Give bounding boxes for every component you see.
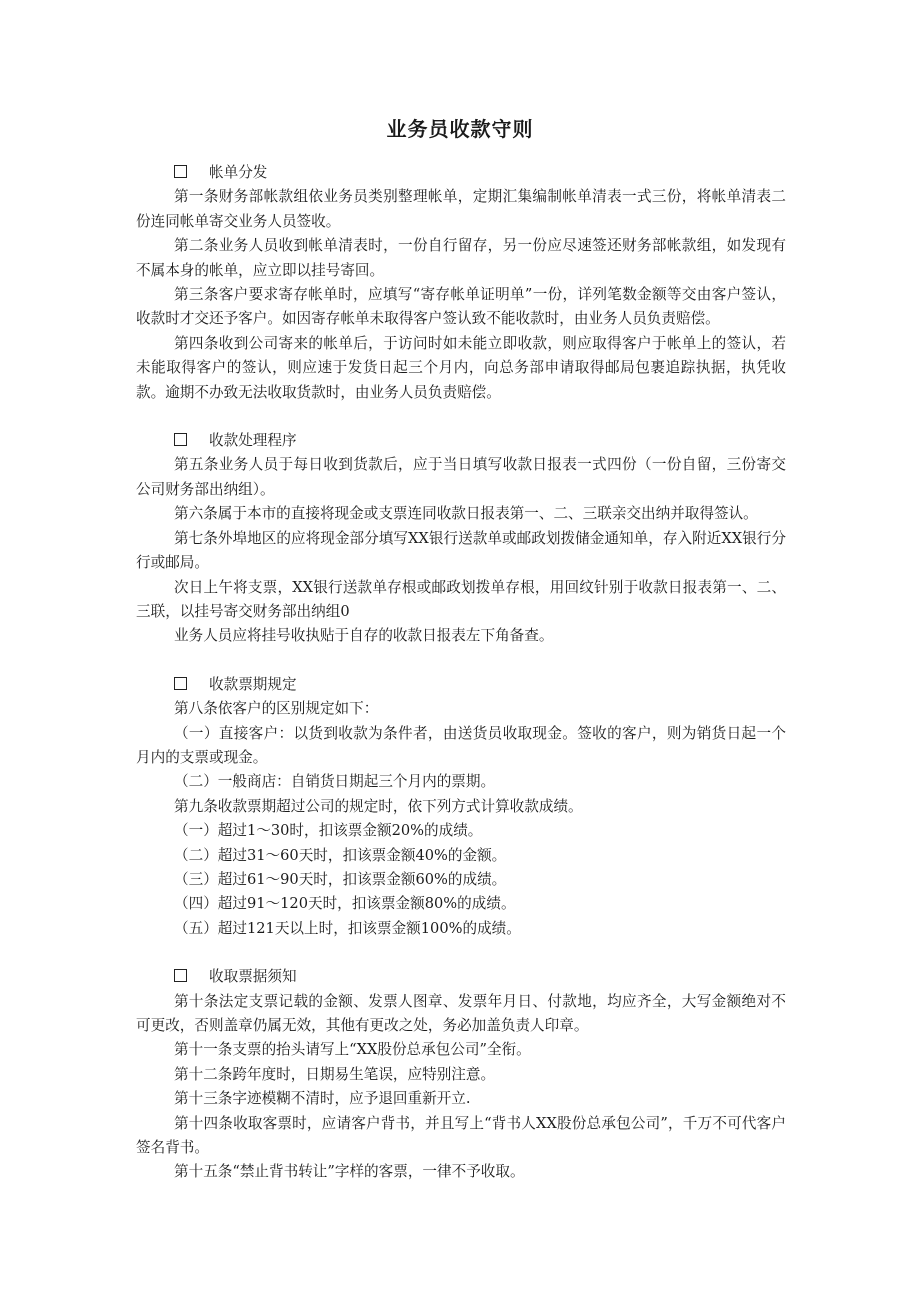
article-paragraph: 第四条收到公司寄来的帐单后，于访问时如未能立即收款，则应取得客户于帐单上的签认，若未能取得客户的签认，则应速于发货日起三个月内，向总务部申请取得邮局包裹追踪执据，执凭收款。逾期不办致无法收取货款时，由业务人员负责赔偿。	[136, 334, 786, 401]
checkbox-icon	[174, 165, 187, 178]
section-heading-text: 收款票期规定	[209, 675, 297, 693]
article-paragraph: 次日上午将支票，XX银行送款单存根或邮政划拨单存根，用回纹针别于收款日报表第一、二、三联，以挂号寄交财务部出纳组0	[136, 578, 786, 620]
article-paragraph: 第十四条收取客票时，应请客户背书，并且写上“背书人XX股份总承包公司”，千万不可代客户签名背书。	[136, 1114, 786, 1157]
list-item: （四）超过91～120天时，扣该票金额80%的成绩。	[174, 895, 516, 913]
article-paragraph: （二）一般商店：自销货日期起三个月内的票期。	[174, 773, 496, 791]
section-heading-text: 收取票据须知	[209, 968, 297, 986]
article-paragraph: 第二条业务人员收到帐单清表时，一份自行留存，另一份应尽速签还财务部帐款组，如发现有不属本身的帐单，应立即以挂号寄回。	[136, 237, 786, 279]
section-heading-text: 帐单分发	[209, 164, 268, 181]
section-heading-text: 收款处理程序	[209, 432, 297, 450]
section-heading-payment-terms	[136, 673, 786, 697]
section-heading-billing	[136, 161, 786, 185]
document-title: 业务员收款守则	[386, 117, 534, 141]
document-body	[136, 161, 786, 1185]
section-heading-collection-procedure	[136, 429, 786, 453]
list-item: （三）超过61～90天时，扣该票金额60%的成绩。	[174, 870, 507, 888]
article-paragraph: 第八条依客户的区别规定如下：	[174, 700, 379, 718]
article-paragraph: （一）直接客户：以货到收款为条件者，由送货员收取现金。签收的客户，则为销货日起一个月内的支票或现金。	[136, 724, 786, 766]
article-paragraph: 第十二条跨年度时，日期易生笔误，应特别注意。	[174, 1065, 496, 1083]
article-paragraph: 第九条收款票期超过公司的规定时，依下列方式计算收款成绩。	[174, 797, 583, 815]
checkbox-icon	[174, 433, 187, 446]
article-paragraph: 业务人员应将挂号收执贴于自存的收款日报表左下角备查。	[174, 627, 554, 645]
checkbox-icon	[174, 677, 187, 690]
section-heading-receiving-notes	[136, 965, 786, 989]
list-item: （五）超过121天以上时，扣该票金额100%的成绩。	[174, 919, 521, 937]
article-paragraph: 第十一条支票的抬头请写上“XX股份总承包公司”全衔。	[174, 1041, 531, 1059]
list-item: （二）超过31～60天时，扣该票金额40%的金额。	[174, 846, 507, 864]
article-paragraph: 第一条财务部帐款组依业务员类别整理帐单，定期汇集编制帐单清表一式三份，将帐单清表二份连同帐单寄交业务人员签收。	[136, 188, 786, 230]
article-paragraph: 第十三条字迹模糊不清时，应予退回重新开立.	[174, 1090, 471, 1108]
checkbox-icon	[174, 969, 187, 982]
list-item: （一）超过1～30时，扣该票金额20%的成绩。	[174, 822, 483, 840]
article-paragraph: 第五条业务人员于每日收到货款后，应于当日填写收款日报表一式四份（一份自留，三份寄交公司财务部出纳组）。	[136, 456, 786, 498]
article-paragraph: 第七条外埠地区的应将现金部分填写XX银行送款单或邮政划拨储金通知单，存入附近XX银行分行或邮局。	[136, 529, 786, 572]
article-paragraph: 第六条属于本市的直接将现金或支票连同收款日报表第一、二、三联亲交出纳并取得签认。	[174, 505, 758, 523]
article-paragraph: 第十五条“禁止背书转让”字样的客票，一律不予收取。	[174, 1163, 525, 1181]
article-paragraph: 第三条客户要求寄存帐单时，应填写“寄存帐单证明单”一份，详列笔数金额等交由客户签认，收款时才交还予客户。如因寄存帐单未取得客户签认致不能收款时，由业务人员负责赔偿。	[136, 286, 786, 328]
article-paragraph: 第十条法定支票记载的金额、发票人图章、发票年月日、付款地，均应齐全，大写金额绝对不可更改，否则盖章仍属无效，其他有更改之处，务必加盖负责人印章。	[136, 992, 786, 1034]
